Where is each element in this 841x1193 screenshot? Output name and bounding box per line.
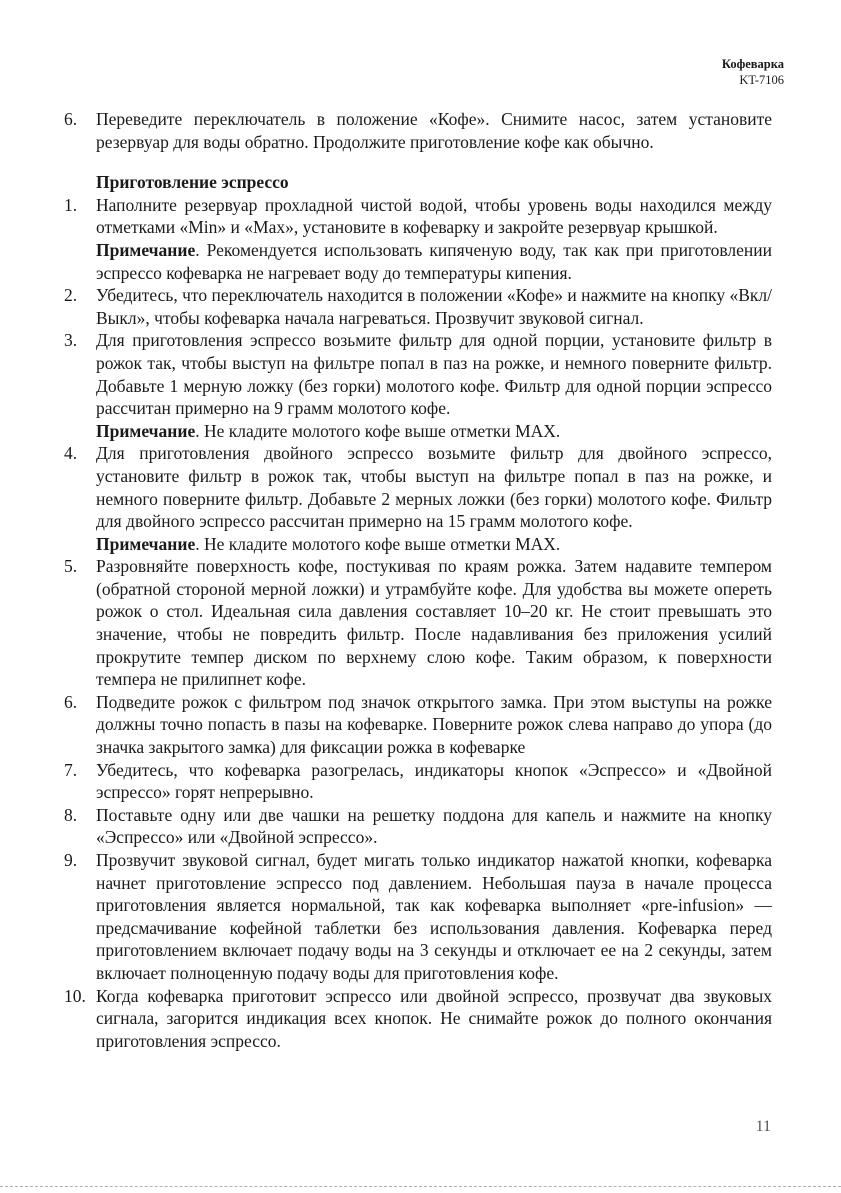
note-label: Примечание bbox=[96, 420, 196, 441]
step-number: 10. bbox=[64, 985, 86, 1006]
list-item bbox=[64, 985, 772, 1053]
step-number: 7. bbox=[64, 759, 78, 780]
step-text: Прозвучит звуковой сигнал, будет мигать только индикатор нажатой кнопки, кофеварка начнет приготовление эспрессо под давлением. Небольшая пауза в начале процесса приготовления является нормальной, так как кофеварка выполняет «pre-infusion» — предсмачивание кофейной таблетки без использования давления. Кофеварка перед приготовлением включает подачу воды на 3 секунды и отключает ее на 2 секунды, затем включает полноценную подачу воды для приготовления кофе. bbox=[96, 850, 772, 983]
continued-step bbox=[64, 108, 772, 153]
step-number: 5. bbox=[64, 556, 78, 577]
step-text: Наполните резервуар прохладной чистой водой, чтобы уровень воды находился между отметками «Min» и «Max», установите в кофеварку и закройте резервуар крышкой. bbox=[96, 194, 772, 238]
note-label: Примечание bbox=[96, 533, 196, 554]
step-note bbox=[64, 239, 772, 284]
header-product-name: Кофеварка bbox=[721, 57, 784, 71]
note-text: . Не кладите молотого кофе выше отметки MAX. bbox=[195, 420, 561, 441]
bottom-divider bbox=[0, 1186, 841, 1187]
step-text: Убедитесь, что переключатель находится в положении «Кофе» и нажмите на кнопку «Вкл/Выкл», чтобы кофеварка начала нагреваться. Прозвучит звуковой сигнал. bbox=[96, 285, 772, 328]
step-text: Разровняйте поверхность кофе, постукивая по краям рожка. Затем надавите темпером (обратной стороной мерной ложки) и утрамбуйте кофе. Для удобства вы можете опереть рожок о стол. Идеальная сила давления составляет 10–20 кг. Не стоит превышать это значение, чтобы не повредить фильтр. После надавливания без приложения усилий прокрутите темпер диском по верхнему слою кофе. Таким образом, к поверхности темпера не прилипнет кофе. bbox=[96, 556, 772, 690]
step-text: Для приготовления эспрессо возьмите фильтр для одной порции, установите фильтр в рожок так, чтобы выступ на фильтре попал в паз на рожке, и немного поверните фильтр. Добавьте 1 мерную ложку (без горки) молотого кофе. Фильтр для одной порции эспрессо рассчитан примерно на 9 грамм молотого кофе. bbox=[96, 330, 772, 419]
section-heading: Приготовление эспрессо bbox=[96, 172, 289, 193]
step-text: Поставьте одну или две чашки на решетку поддона для капель и нажмите на кнопку «Эспрессо» или «Двойной эспрессо». bbox=[96, 804, 772, 848]
step-number: 4. bbox=[64, 443, 78, 464]
step-number: 1. bbox=[64, 194, 78, 215]
step-number: 9. bbox=[64, 850, 78, 870]
list-item bbox=[64, 284, 772, 329]
step-text: Подведите рожок с фильтром под значок открытого замка. При этом выступы на рожке должны точно попасть в пазы на кофеварке. Поверните рожок слева направо до упора (до значка закрытого замка) для фиксации рожка в кофеварке bbox=[96, 691, 772, 758]
page-number: 11 bbox=[755, 1118, 771, 1135]
step-number: 6. bbox=[64, 109, 78, 129]
list-item bbox=[64, 849, 772, 985]
step-text: Когда кофеварка приготовит эспрессо или двойной эспрессо, прозвучат два звуковых сигнала, загорится индикация всех кнопок. Не снимайте рожок до полного окончания приготовления эспрессо. bbox=[96, 985, 772, 1051]
note-label: Примечание bbox=[96, 239, 196, 260]
list-item bbox=[64, 555, 772, 691]
step-text: Для приготовления двойного эспрессо возьмите фильтр для двойного эспрессо, установите фильтр в рожок так, чтобы выступ на фильтре попал в паз на рожке, и немного поверните фильтр. Добавьте 2 мерных ложки (без горки) молотого кофе. Фильтр для двойного эспрессо рассчитан примерно на 15 грамм молотого кофе. bbox=[96, 443, 772, 532]
step-text: Переведите переключатель в положение «Кофе». Снимите насос, затем установите резервуар для воды обратно. Продолжите приготовление кофе как обычно. bbox=[96, 109, 772, 152]
steps-list bbox=[64, 194, 772, 1053]
step-note bbox=[64, 420, 772, 443]
list-item bbox=[64, 759, 772, 804]
note-text: . Рекомендуется использовать кипяченую воду, так как при приготовлении эспрессо кофеварка не нагревает воду до температуры кипения. bbox=[96, 239, 772, 283]
list-item bbox=[64, 329, 772, 419]
list-item bbox=[64, 442, 772, 532]
step-note bbox=[64, 533, 772, 556]
list-item bbox=[64, 194, 772, 239]
step-number: 8. bbox=[64, 804, 78, 825]
note-text: . Не кладите молотого кофе выше отметки MAX. bbox=[195, 533, 561, 554]
list-item bbox=[64, 691, 772, 759]
header-model-code: KT-7106 bbox=[739, 73, 784, 87]
step-text: Убедитесь, что кофеварка разогрелась, индикаторы кнопок «Эспрессо» и «Двойной эспрессо» горят непрерывно. bbox=[96, 759, 772, 803]
step-number: 2. bbox=[64, 285, 78, 306]
page-header bbox=[722, 56, 784, 88]
list-item bbox=[64, 804, 772, 849]
step-number: 3. bbox=[64, 330, 78, 351]
step-number: 6. bbox=[64, 691, 78, 712]
instructions-body bbox=[64, 108, 772, 1052]
